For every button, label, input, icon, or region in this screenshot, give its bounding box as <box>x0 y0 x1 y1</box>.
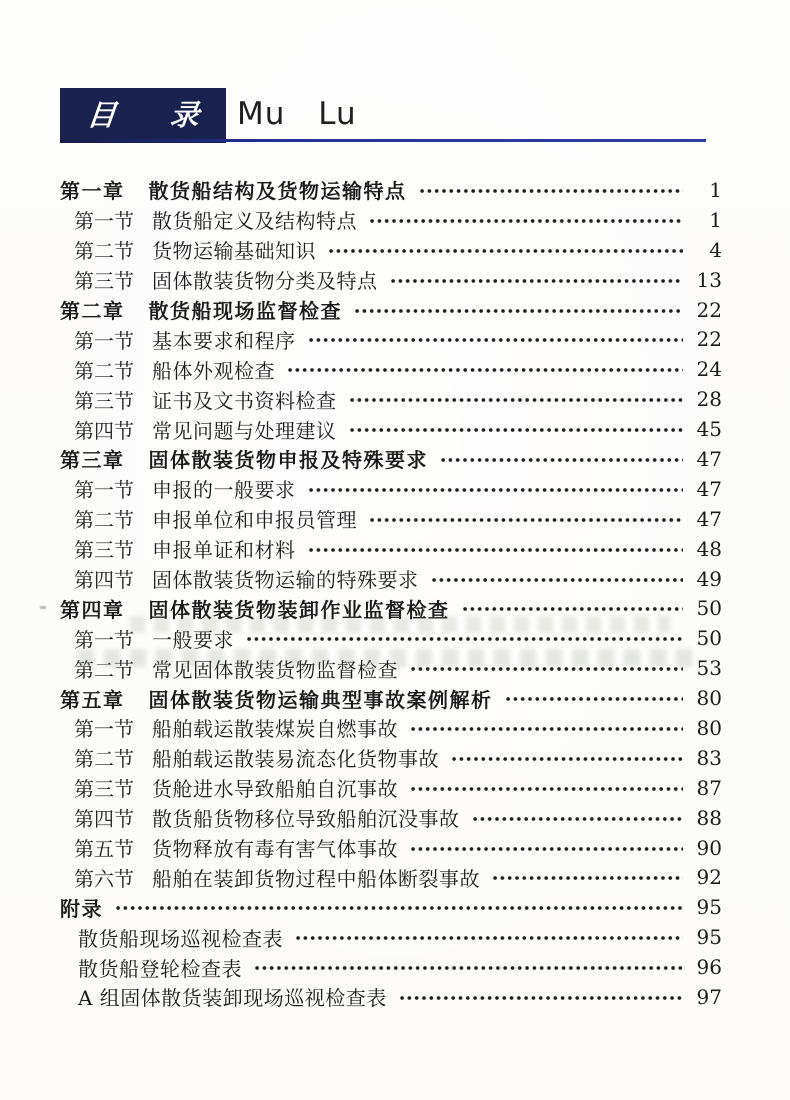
toc-entry <box>60 504 722 534</box>
page-number: 87 <box>696 775 722 800</box>
page-number: 96 <box>696 955 722 980</box>
toc-entry-prefix: 第二节 <box>74 657 134 682</box>
page-number: 48 <box>696 536 722 561</box>
toc-entry <box>60 773 722 803</box>
toc-entry <box>60 683 722 713</box>
mulu-pinyin: Mu Lu <box>237 96 357 132</box>
toc-entry-title: 货物释放有毒有害气体事故 <box>152 837 398 862</box>
page-number: 28 <box>696 387 722 412</box>
toc-entry-title: 固体散装货物分类及特点 <box>152 269 378 294</box>
page-number: 24 <box>696 357 722 382</box>
toc-entry-prefix: 第三节 <box>74 388 134 413</box>
toc-entry-prefix: 第五章 <box>60 687 125 712</box>
toc-entry-title: 申报单证和材料 <box>152 538 296 563</box>
header-rule <box>60 139 706 142</box>
dot-leader <box>399 994 683 1002</box>
toc-entry-prefix: 第三节 <box>74 269 134 294</box>
toc-entry-title: 常见问题与处理建议 <box>152 418 337 443</box>
toc-entry-prefix: 第一节 <box>74 209 134 234</box>
toc-entry <box>60 892 722 922</box>
toc-entry <box>60 862 722 892</box>
toc-entry-title: 附录 <box>60 896 103 921</box>
toc-entry-title: 散货船现场监督检查 <box>148 299 342 323</box>
toc-entry-prefix: 第一章 <box>60 179 125 204</box>
page-number: 53 <box>696 656 722 681</box>
toc-entry-prefix: 第四节 <box>74 568 134 593</box>
dot-leader <box>410 785 683 793</box>
toc-entry-prefix: 第四章 <box>60 597 125 622</box>
toc-entry <box>60 922 722 952</box>
toc-entry-title: 固体散装货物运输的特殊要求 <box>152 568 419 593</box>
toc-entry-title: 申报单位和申报员管理 <box>152 508 357 533</box>
dot-leader <box>354 307 683 315</box>
toc-entry <box>60 384 722 414</box>
page-number: 83 <box>696 745 722 770</box>
scan-speck <box>40 606 46 609</box>
toc-entry-title: 散货船定义及结构特点 <box>152 209 357 234</box>
page-number: 22 <box>696 327 722 352</box>
toc-entry-title: 船舶在装卸货物过程中船体断裂事故 <box>152 866 480 891</box>
toc-entry <box>60 205 722 235</box>
toc-entry-prefix: 第二节 <box>74 239 134 264</box>
page-number: 80 <box>696 686 722 711</box>
dot-leader <box>349 426 684 434</box>
toc-entry-title: 船舶载运散装煤炭自燃事故 <box>152 717 398 742</box>
page-number: 49 <box>696 566 722 591</box>
toc-entry <box>60 444 722 474</box>
page-number: 95 <box>696 925 722 950</box>
toc-entry <box>60 982 722 1012</box>
toc-entry <box>60 175 722 205</box>
dot-leader <box>410 665 683 673</box>
dot-leader <box>451 755 683 763</box>
page-number: 13 <box>696 267 722 292</box>
toc-entry <box>60 593 722 623</box>
toc-entry <box>60 743 722 773</box>
toc-entry-prefix: 第五节 <box>74 837 134 862</box>
toc-entry <box>60 952 722 982</box>
dot-leader <box>295 934 683 942</box>
toc-entry <box>60 235 722 265</box>
dot-leader <box>308 546 684 554</box>
toc-entry-prefix: 第一节 <box>74 478 134 503</box>
dot-leader <box>440 456 683 464</box>
page-number: 1 <box>709 177 722 202</box>
dot-leader <box>505 695 684 703</box>
toc-entry-prefix: 第三节 <box>74 538 134 563</box>
mulu-char-lu: 录 <box>168 97 201 132</box>
page-number: 45 <box>696 417 722 442</box>
toc-entry-prefix: 第二节 <box>74 358 134 383</box>
toc-entry <box>60 324 722 354</box>
toc-entry <box>60 803 722 833</box>
page-number: 47 <box>696 446 722 471</box>
dot-leader <box>419 187 684 195</box>
page-number: 47 <box>696 506 722 531</box>
toc-entry <box>60 564 722 594</box>
page-number: 22 <box>696 297 722 322</box>
toc-entry <box>60 623 722 653</box>
toc-entry <box>60 833 722 863</box>
dot-leader <box>308 336 684 344</box>
page-number: 88 <box>696 805 722 830</box>
toc-entry-prefix: 第一节 <box>74 328 134 353</box>
toc-entry-title: 货物运输基础知识 <box>152 239 316 264</box>
dot-leader <box>390 277 684 285</box>
dot-leader <box>349 396 684 404</box>
toc-entry-prefix: 第二节 <box>74 747 134 772</box>
toc-entry-title: A 组固体散货装卸现场巡视检查表 <box>78 986 387 1011</box>
toc-entry <box>60 474 722 504</box>
toc-list <box>60 175 722 1012</box>
toc-entry-title: 散货船货物移位导致船舶沉没事故 <box>152 807 460 832</box>
page-number: 50 <box>696 596 722 621</box>
toc-entry-title: 货舱进水导致船舶自沉事故 <box>152 777 398 802</box>
dot-leader <box>369 217 683 225</box>
page-number: 95 <box>696 895 722 920</box>
dot-leader <box>462 605 684 613</box>
page-number: 90 <box>696 835 722 860</box>
toc-entry-title: 基本要求和程序 <box>152 328 296 353</box>
toc-entry <box>60 534 722 564</box>
dot-leader <box>431 576 684 584</box>
toc-entry <box>60 265 722 295</box>
dot-leader <box>328 247 683 255</box>
toc-entry-prefix: 第一节 <box>74 627 134 652</box>
dot-leader <box>246 635 683 643</box>
dot-leader <box>472 815 684 823</box>
toc-entry-title: 散货船现场巡视检查表 <box>78 926 283 951</box>
page-number: 47 <box>696 476 722 501</box>
mulu-char-mu: 目 <box>85 97 118 132</box>
toc-entry-title: 散货船结构及货物运输特点 <box>148 179 407 204</box>
toc-entry-prefix: 第三章 <box>60 448 125 473</box>
mulu-title-box <box>60 88 226 142</box>
toc-entry-prefix: 第四节 <box>74 418 134 443</box>
page-number: 1 <box>709 207 722 232</box>
toc-entry-prefix: 第二章 <box>60 299 125 323</box>
page-number: 4 <box>709 237 722 262</box>
toc-entry-title: 散货船登轮检查表 <box>78 956 242 981</box>
page-number: 80 <box>696 715 722 740</box>
toc-entry-title: 常见固体散装货物监督检查 <box>152 657 398 682</box>
dot-leader <box>308 486 684 494</box>
toc-entry-title: 船舶载运散装易流态化货物事故 <box>152 747 439 772</box>
page-number: 92 <box>696 865 722 890</box>
toc-entry-prefix: 第六节 <box>74 866 134 891</box>
toc-entry <box>60 713 722 743</box>
dot-leader <box>287 366 683 374</box>
toc-entry-title: 固体散装货物装卸作业监督检查 <box>148 597 450 622</box>
dot-leader <box>410 725 683 733</box>
dot-leader <box>254 964 683 972</box>
dot-leader <box>410 845 683 853</box>
toc-entry-title: 固体散装货物运输典型事故案例解析 <box>148 687 493 712</box>
toc-entry-title: 一般要求 <box>152 627 234 652</box>
page-number: 97 <box>696 984 722 1009</box>
toc-entry-prefix: 第三节 <box>74 777 134 802</box>
dot-leader <box>492 874 683 882</box>
dot-leader <box>115 904 683 912</box>
toc-entry-title: 固体散装货物申报及特殊要求 <box>148 448 428 473</box>
toc-entry-prefix: 第二节 <box>74 508 134 533</box>
toc-entry-title: 证书及文书资料检查 <box>152 388 337 413</box>
toc-entry-title: 船体外观检查 <box>152 358 275 383</box>
toc-entry-title: 申报的一般要求 <box>152 478 296 503</box>
toc-entry <box>60 295 722 325</box>
page-number: 50 <box>696 626 722 651</box>
dot-leader <box>369 516 683 524</box>
toc-entry-prefix: 第四节 <box>74 807 134 832</box>
toc-entry <box>60 414 722 444</box>
toc-entry <box>60 653 722 683</box>
toc-entry-prefix: 第一节 <box>74 717 134 742</box>
toc-entry <box>60 354 722 384</box>
